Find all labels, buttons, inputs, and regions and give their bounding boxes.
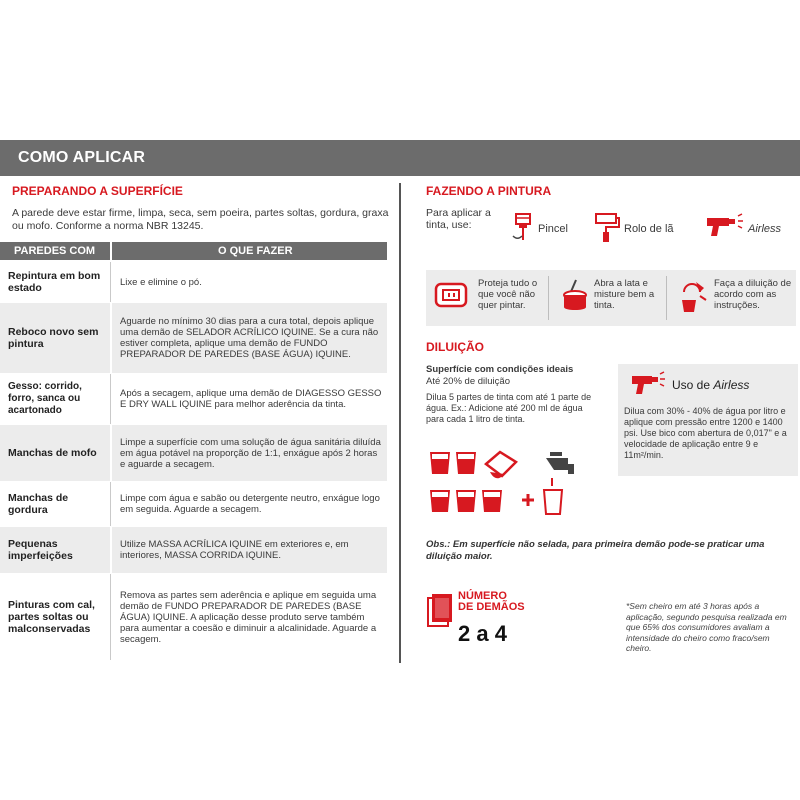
- roller-icon: [592, 212, 620, 240]
- table-row: [0, 262, 387, 302]
- coats-value: 2 a 4: [458, 621, 507, 646]
- tool-brush-label: Pincel: [538, 223, 568, 235]
- step-dilute-text: Faça a diluição de acordo com as instruções.: [714, 278, 792, 311]
- row-condition: Repintura em bom estado: [8, 270, 101, 294]
- row-divider: [110, 527, 112, 573]
- dilution-icon: [676, 278, 710, 319]
- painting-title: FAZENDO A PINTURA: [426, 184, 552, 198]
- spray-gun-icon: [630, 370, 666, 405]
- dilution-max: Até 20% de diluição: [426, 376, 510, 387]
- airless-panel: [618, 364, 798, 476]
- tool-airless-label: Airless: [748, 223, 782, 235]
- row-divider: [110, 425, 112, 481]
- section-banner: [0, 140, 800, 176]
- apply-intro: Para aplicar a tinta, use:: [426, 207, 491, 231]
- surface-prep-title: PREPARANDO A SUPERFÍCIE: [12, 184, 183, 198]
- row-condition: Gesso: corrido, forro, sanca ou acartonado: [8, 381, 82, 416]
- column-divider: [399, 183, 401, 663]
- row-divider: [110, 262, 111, 302]
- dilution-subtitle: Superfície com condições ideais: [426, 364, 574, 375]
- table-row: [0, 374, 387, 424]
- airless-title-italic: Airless: [713, 378, 750, 392]
- step-mix-text: Abra a lata e misture bem a tinta.: [594, 278, 655, 311]
- table-header-actions: O QUE FAZER: [218, 245, 293, 257]
- row-action: Lixe e elimine o pó.: [120, 276, 202, 288]
- row-condition: Pinturas com cal, partes soltas ou malconservadas: [8, 599, 95, 635]
- paint-can-icon: [560, 278, 590, 319]
- row-action: Limpe a superfície com uma solução de água sanitária diluída em água potável na proporção de 1:1, enxágue após 2 horas e aguarde a secagem.: [120, 436, 381, 470]
- dilution-detail: Dilua 5 partes de tinta com até 1 parte de água. Ex.: Adicione até 200 ml de água para cada 1 litro de tinta.: [426, 392, 592, 424]
- step-protect-text: Proteja tudo o que você não quer pintar.: [478, 278, 538, 311]
- brush-icon: [510, 212, 538, 240]
- obs-note: Obs.: Em superfície não selada, para primeira demão pode-se praticar uma diluição maior.: [426, 539, 765, 562]
- surface-intro-line1: A parede deve estar firme, limpa, seca, sem poeira, partes soltas, gordura, graxa: [12, 207, 389, 219]
- step-divider: [666, 276, 667, 320]
- table-header-divider: [110, 242, 112, 260]
- dilution-title: DILUIÇÃO: [426, 340, 484, 354]
- row-condition: Manchas de mofo: [8, 447, 97, 459]
- preparation-steps: [426, 270, 796, 326]
- table-row: [0, 574, 387, 660]
- dilution-illustration: [426, 444, 596, 522]
- banner-title: COMO APLICAR: [18, 149, 146, 166]
- protect-icon: [434, 278, 468, 317]
- row-divider: [110, 482, 111, 526]
- tool-roller-label: Rolo de lã: [624, 223, 674, 235]
- step-divider: [548, 276, 549, 320]
- spray-gun-icon: [705, 212, 733, 240]
- table-row: [0, 527, 387, 573]
- table-header: [0, 242, 387, 260]
- row-action: Remova as partes sem aderência e aplique em seguida uma demão de FUNDO PREPARADOR DE PAREDES (BASE ÁGUA) IQUINE. A aplicação desse produto serve também para aumentar a coesão e diminuir a alcalinidade. Aguarde a secagem.: [120, 589, 377, 645]
- row-condition: Pequenas imperfeições: [8, 538, 73, 562]
- surface-intro-line2: ou mofo. Conforme a norma NBR 13245.: [12, 220, 204, 232]
- row-action: Após a secagem, aplique uma demão de DIAGESSO GESSO E DRY WALL IQUINE para melhor aderência da tinta.: [120, 388, 382, 410]
- row-action: Utilize MASSA ACRÍLICA IQUINE em exteriores e, em interiores, MASSA CORRIDA IQUINE.: [120, 539, 349, 561]
- row-divider: [110, 574, 111, 660]
- coats-title: [458, 591, 525, 613]
- table-header-conditions: PAREDES COM: [14, 245, 96, 257]
- row-action: Limpe com água e sabão ou detergente neutro, enxágue logo em seguida. Aguarde a secagem.: [120, 493, 380, 515]
- airless-title-prefix: Uso de: [672, 378, 714, 392]
- table-row: [0, 482, 387, 526]
- airless-title: [672, 378, 749, 392]
- row-divider: [110, 303, 112, 373]
- airless-text: Dilua com 30% - 40% de água por litro e aplique com pressão entre 1200 e 1400 psi. Use bico com abertura de 0,017" e a velocidade de aplicação entre 9 e 11m²/min.: [624, 406, 787, 460]
- coats-title-line1: NÚMERO: [458, 590, 507, 602]
- row-condition: Manchas de gordura: [8, 492, 69, 516]
- row-condition: Reboco novo sem pintura: [8, 326, 99, 350]
- row-action: Aguarde no mínimo 30 dias para a cura total, depois aplique uma demão de SELADOR ACRÍLICO IQUINE. Se a cura não estiver completa, aplique uma demão de FUNDO PREPARADOR DE PAREDES (BASE ÁGUA) IQUINE.: [120, 316, 379, 360]
- coats-title-line2: DE DEMÃOS: [458, 601, 525, 613]
- coats-icon: [426, 590, 454, 635]
- table-row: [0, 303, 387, 373]
- table-row: [0, 425, 387, 481]
- footnote: *Sem cheiro em até 3 horas após a aplicação, segundo pesquisa realizada em que 65% dos consumidores avaliam a intensidade do cheiro como fraco/sem cheiro.: [626, 601, 787, 653]
- row-divider: [110, 374, 111, 424]
